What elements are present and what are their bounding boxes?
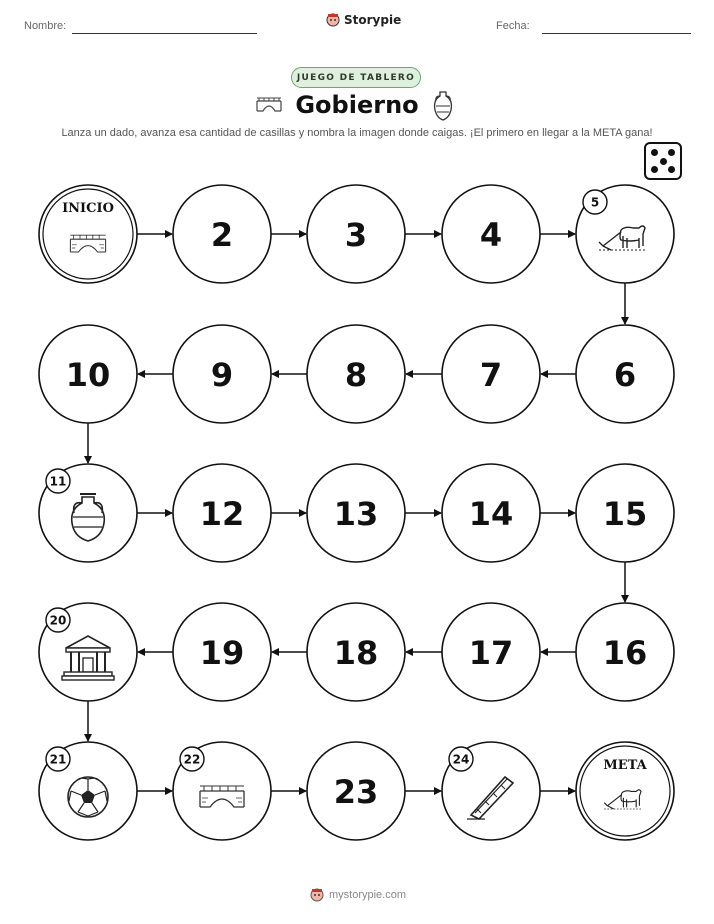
board-cell-13 xyxy=(307,464,405,562)
cell-number: 23 xyxy=(333,773,379,811)
board-cell-14 xyxy=(442,464,540,562)
board-cell-7 xyxy=(442,325,540,423)
board-cell-18 xyxy=(307,603,405,701)
cell-number-badge: 5 xyxy=(590,195,600,210)
date-label: Fecha: xyxy=(496,20,530,32)
cell-number-badge: 24 xyxy=(452,752,470,767)
cell-number: 9 xyxy=(210,356,234,394)
board-cell-17 xyxy=(442,603,540,701)
board-cell-23 xyxy=(307,742,405,840)
board-cell-3 xyxy=(307,185,405,283)
cell-number: 15 xyxy=(602,495,648,533)
board-cell-19 xyxy=(173,603,271,701)
cell-number: 3 xyxy=(344,216,368,254)
board-cell-11 xyxy=(39,464,137,562)
cell-number: 2 xyxy=(210,216,234,254)
brand-name: Storypie xyxy=(344,13,402,27)
cell-number: 19 xyxy=(199,634,245,672)
footer xyxy=(310,887,406,903)
board-cell-12 xyxy=(173,464,271,562)
board-cell-15 xyxy=(576,464,674,562)
cell-number-badge: 20 xyxy=(49,613,67,628)
board-cell-25 xyxy=(576,742,674,840)
cell-number-badge: 11 xyxy=(49,474,67,489)
cell-number: 4 xyxy=(479,216,503,254)
page-title: Gobierno xyxy=(295,91,419,119)
cell-number: 7 xyxy=(479,356,503,394)
board-cell-1 xyxy=(39,185,137,283)
board-cell-22 xyxy=(173,742,271,840)
cell-number: 18 xyxy=(333,634,379,672)
cell-number-badge: 22 xyxy=(183,752,201,767)
cell-number: 12 xyxy=(199,495,245,533)
board-cell-10 xyxy=(39,325,137,423)
board-cell-5 xyxy=(576,185,674,283)
cell-number: 6 xyxy=(613,356,637,394)
cell-number: 16 xyxy=(602,634,648,672)
cell-number: 17 xyxy=(468,634,514,672)
board-cell-6 xyxy=(576,325,674,423)
board-cell-8 xyxy=(307,325,405,423)
goal-label: META xyxy=(603,758,647,773)
name-label: Nombre: xyxy=(24,20,67,32)
cell-number: 13 xyxy=(333,495,379,533)
cell-number-badge: 21 xyxy=(49,752,67,767)
board-cell-9 xyxy=(173,325,271,423)
game-type-badge: JUEGO DE TABLERO xyxy=(291,67,421,88)
instructions: Lanza un dado, avanza esa cantidad de casillas y nombra la imagen donde caigas. ¡El primero en llegar a la META gana! xyxy=(61,127,653,139)
storypie-mascot-icon xyxy=(310,887,324,903)
footer-url: mystorypie.com xyxy=(329,889,407,901)
soccer-ball-icon xyxy=(68,777,108,817)
start-label: INICIO xyxy=(62,201,114,216)
board-cell-16 xyxy=(576,603,674,701)
cell-number: 10 xyxy=(65,356,111,394)
board-cell-4 xyxy=(442,185,540,283)
board-cell-24 xyxy=(442,742,540,840)
board-cell-2 xyxy=(173,185,271,283)
cell-number: 8 xyxy=(344,356,368,394)
board-cell-21 xyxy=(39,742,137,840)
cell-number: 14 xyxy=(468,495,514,533)
board-cell-20 xyxy=(39,603,137,701)
